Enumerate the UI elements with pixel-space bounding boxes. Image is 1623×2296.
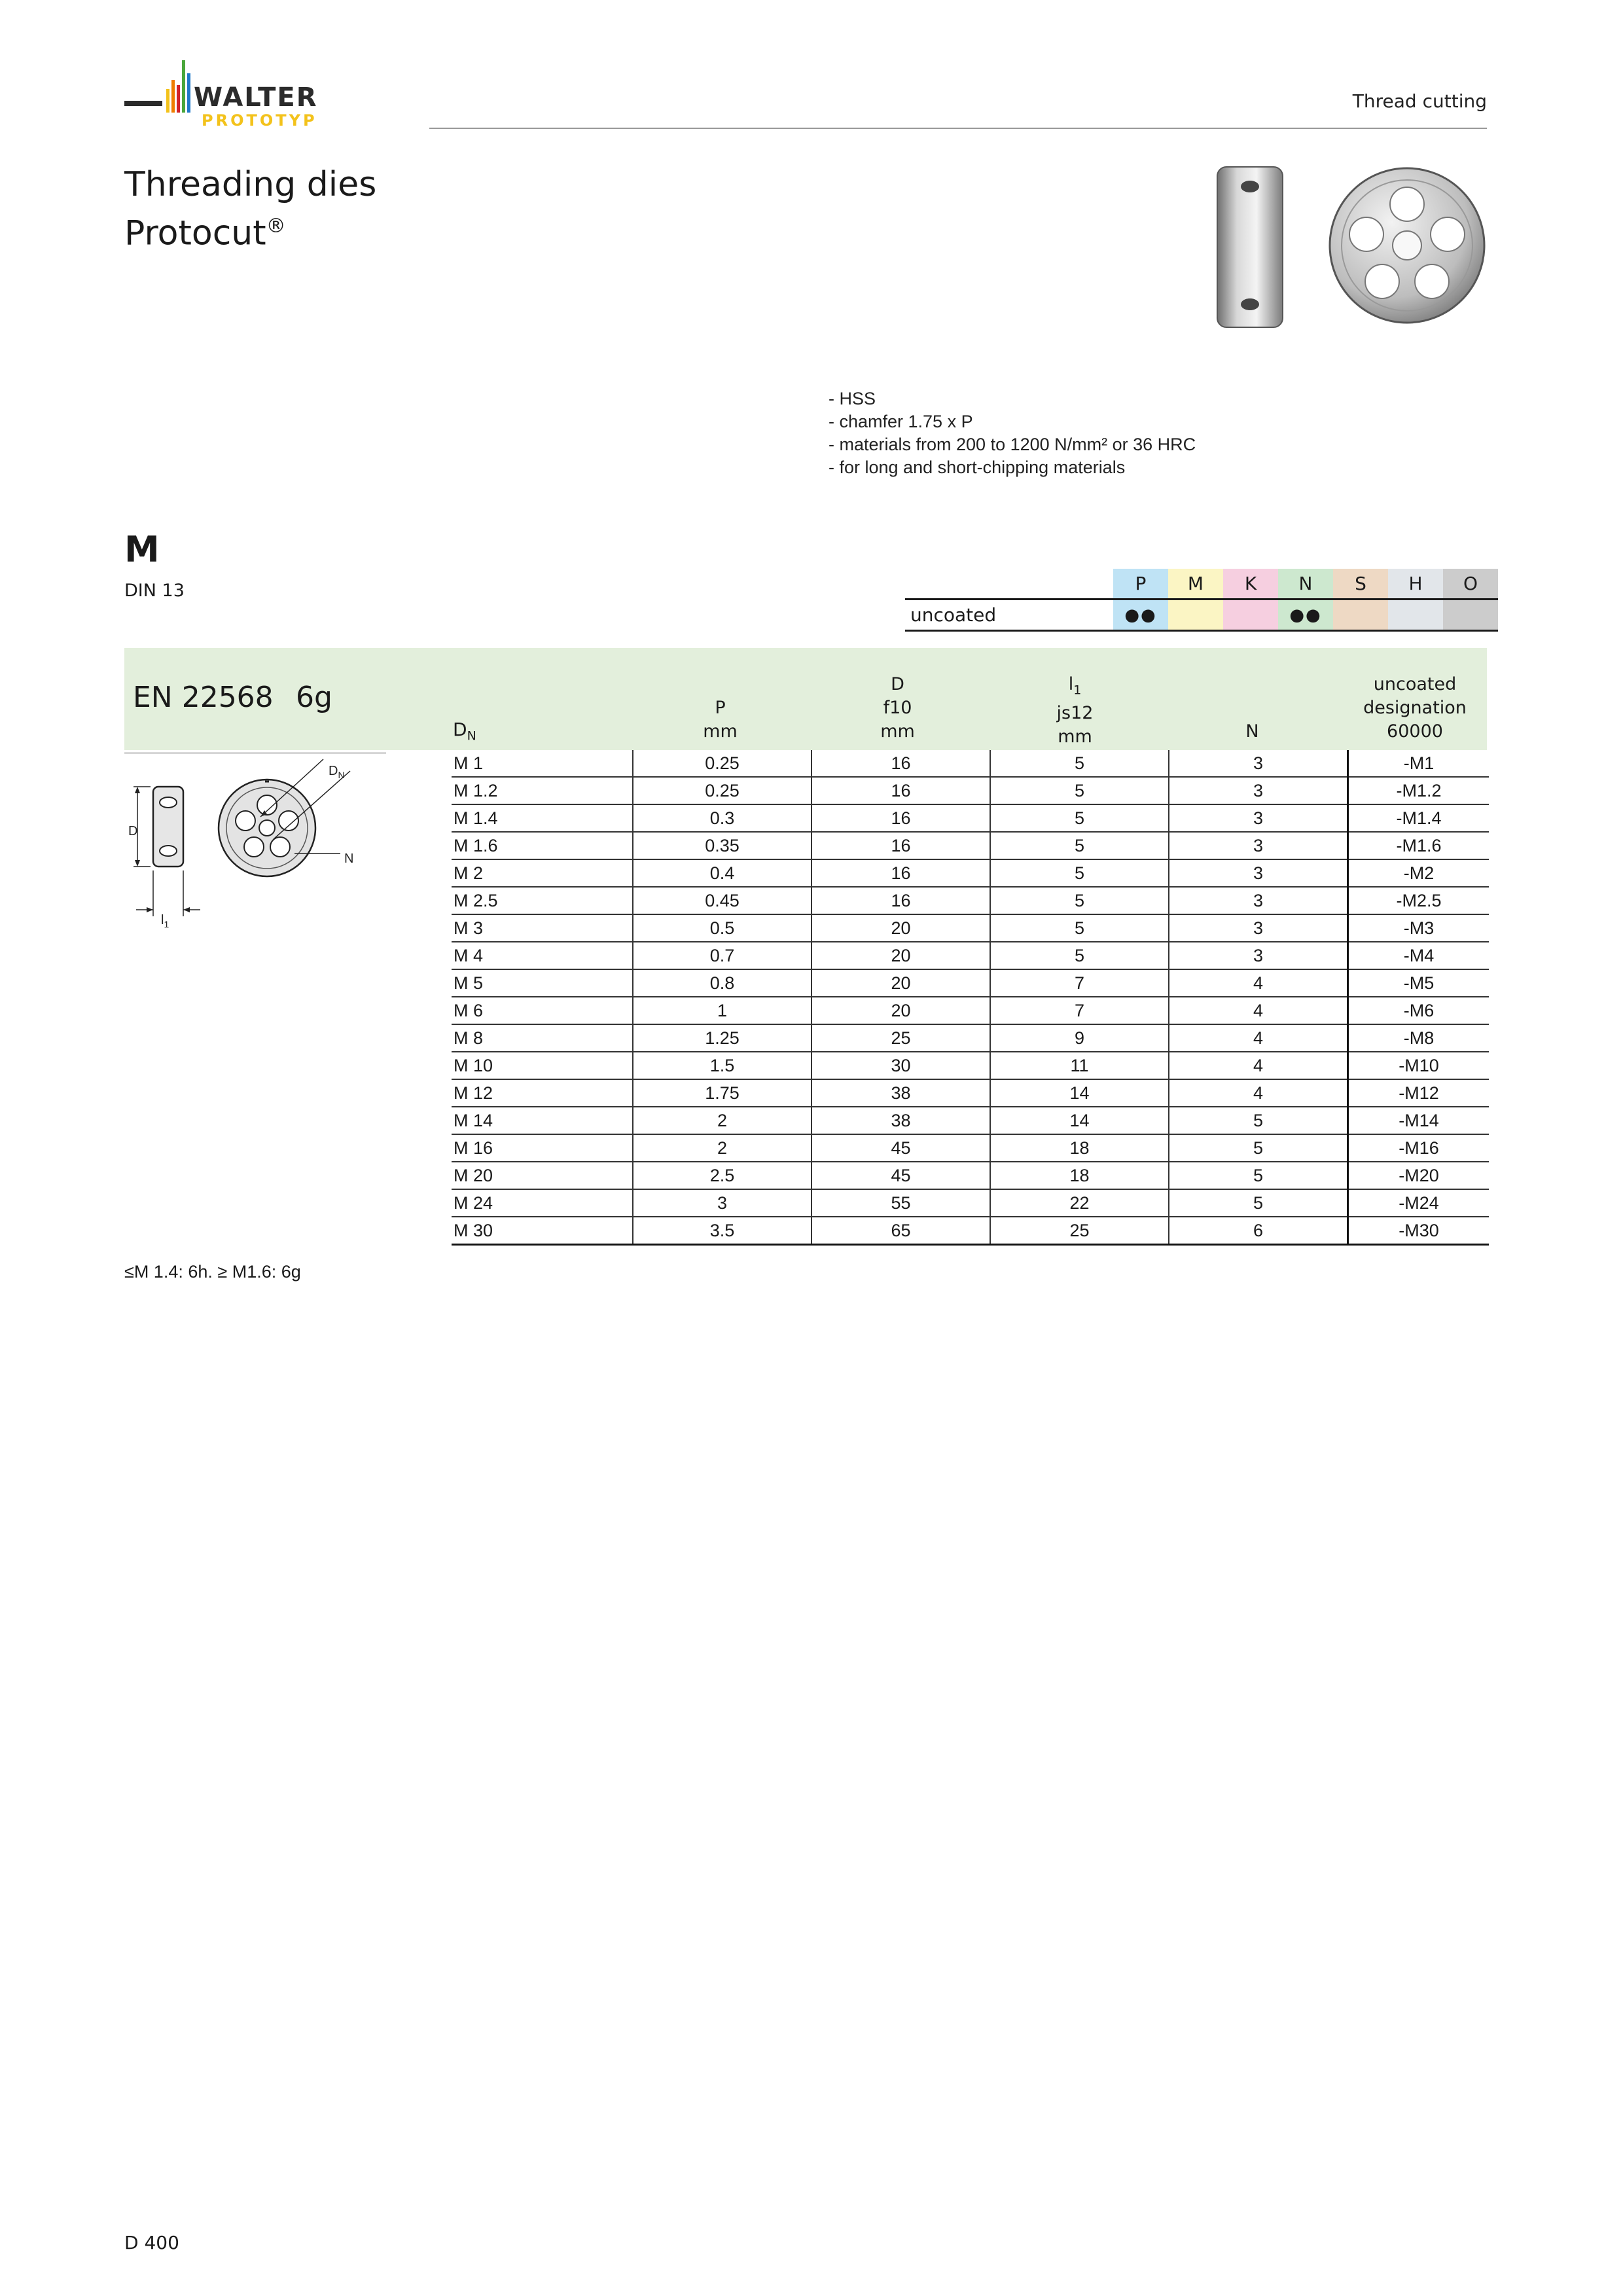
column-header-p — [632, 696, 809, 744]
pitch-cell: 2.5 — [633, 1162, 812, 1189]
pitch-cell: 1.25 — [633, 1024, 812, 1052]
pitch-cell: 0.7 — [633, 942, 812, 969]
dn-subscript: N — [467, 728, 476, 744]
thread-size-cell: M 6 — [452, 997, 633, 1024]
outer-diameter-cell: 16 — [812, 777, 990, 804]
thread-size-cell: M 16 — [452, 1134, 633, 1162]
designation-cell: -M5 — [1348, 969, 1489, 997]
flute-count-cell: 4 — [1169, 997, 1348, 1024]
flute-count-cell: 4 — [1169, 969, 1348, 997]
die-width-cell: 5 — [990, 777, 1169, 804]
pitch-cell: 2 — [633, 1134, 812, 1162]
material-group-o: O — [1443, 569, 1498, 600]
walter-prototyp-logo — [124, 60, 399, 132]
flute-count-cell: 3 — [1169, 887, 1348, 914]
header-line: designation — [1363, 698, 1467, 718]
material-header-row — [905, 569, 1498, 600]
thread-standard-code: EN 22568 — [133, 681, 274, 714]
suitability-h — [1388, 600, 1443, 631]
outer-diameter-cell: 38 — [812, 1107, 990, 1134]
table-row — [452, 832, 1489, 859]
designation-cell: -M12 — [1348, 1079, 1489, 1107]
outer-diameter-cell: 25 — [812, 1024, 990, 1052]
outer-diameter-cell: 20 — [812, 914, 990, 942]
page-number: D 400 — [124, 2232, 179, 2253]
technical-drawing — [124, 753, 386, 936]
flute-count-cell: 3 — [1169, 914, 1348, 942]
outer-diameter-cell: 16 — [812, 859, 990, 887]
coating-label: uncoated — [905, 600, 1113, 631]
table-row — [452, 1107, 1489, 1134]
flute-count-cell: 4 — [1169, 1079, 1348, 1107]
die-width-cell: 22 — [990, 1189, 1169, 1217]
thread-size-cell: M 12 — [452, 1079, 633, 1107]
die-width-cell: 5 — [990, 804, 1169, 832]
designation-cell: -M3 — [1348, 914, 1489, 942]
material-value-row — [905, 600, 1498, 631]
die-width-cell: 7 — [990, 997, 1169, 1024]
header-line: uncoated — [1373, 674, 1457, 694]
label-d: D — [128, 824, 138, 838]
flute-count-cell: 3 — [1169, 942, 1348, 969]
flute-count-cell: 3 — [1169, 750, 1348, 777]
header-line: P — [715, 698, 726, 718]
title-line-1: Threading dies — [124, 165, 377, 204]
pitch-cell: 1.5 — [633, 1052, 812, 1079]
thread-size-cell: M 3 — [452, 914, 633, 942]
thread-size-cell: M 1.6 — [452, 832, 633, 859]
table-row — [452, 887, 1489, 914]
designation-cell: -M4 — [1348, 942, 1489, 969]
pitch-cell: 2 — [633, 1107, 812, 1134]
thread-type-title: M — [124, 529, 160, 570]
header-line: mm — [1058, 726, 1092, 747]
flute-count-cell: 5 — [1169, 1134, 1348, 1162]
thread-size-cell: M 4 — [452, 942, 633, 969]
outer-diameter-cell: 55 — [812, 1189, 990, 1217]
die-width-cell: 18 — [990, 1134, 1169, 1162]
flute-count-cell: 3 — [1169, 804, 1348, 832]
outer-diameter-cell: 45 — [812, 1134, 990, 1162]
thread-size-cell: M 1 — [452, 750, 633, 777]
die-width-cell: 18 — [990, 1162, 1169, 1189]
material-group-p: P — [1113, 569, 1168, 600]
table-row — [452, 804, 1489, 832]
table-row — [452, 969, 1489, 997]
header-line: f10 — [883, 698, 912, 718]
outer-diameter-cell: 65 — [812, 1217, 990, 1245]
designation-cell: -M2.5 — [1348, 887, 1489, 914]
threading-dies-table — [452, 750, 1489, 1246]
table-row — [452, 1189, 1489, 1217]
flute-count-cell: 3 — [1169, 832, 1348, 859]
column-header-designation — [1343, 673, 1487, 744]
designation-cell: -M30 — [1348, 1217, 1489, 1245]
flute-count-cell: 5 — [1169, 1162, 1348, 1189]
outer-diameter-cell: 38 — [812, 1079, 990, 1107]
table-row — [452, 1162, 1489, 1189]
thread-size-cell: M 8 — [452, 1024, 633, 1052]
thread-size-cell: M 2 — [452, 859, 633, 887]
thread-size-cell: M 1.4 — [452, 804, 633, 832]
suitability-s — [1333, 600, 1388, 631]
thread-size-cell: M 20 — [452, 1162, 633, 1189]
feature-item: - for long and short-chipping materials — [829, 457, 1126, 477]
table-row — [452, 750, 1489, 777]
flute-count-cell: 4 — [1169, 1052, 1348, 1079]
outer-diameter-cell: 16 — [812, 750, 990, 777]
suitability-m — [1168, 600, 1223, 631]
table-row — [452, 1217, 1489, 1245]
label-dn: $D_N$ — [329, 764, 345, 780]
pitch-cell: 3.5 — [633, 1217, 812, 1245]
header-line: D — [891, 674, 904, 694]
die-width-cell: 5 — [990, 942, 1169, 969]
logo-wordmark: WALTER — [194, 82, 318, 113]
table-body — [452, 750, 1489, 1245]
pitch-cell: 1.75 — [633, 1079, 812, 1107]
label-n: N — [344, 852, 354, 866]
die-width-cell: 9 — [990, 1024, 1169, 1052]
suitability-k — [1223, 600, 1278, 631]
table-row — [452, 942, 1489, 969]
suitability-p: ●● — [1113, 600, 1168, 631]
header-line: js12 — [1056, 703, 1094, 724]
feature-list — [829, 387, 1196, 479]
flute-count-cell: 3 — [1169, 777, 1348, 804]
feature-item: - materials from 200 to 1200 N/mm² or 36 HRC — [829, 435, 1196, 454]
outer-diameter-cell: 16 — [812, 832, 990, 859]
column-header-l1 — [986, 673, 1164, 749]
table-row — [452, 1052, 1489, 1079]
die-width-cell: 5 — [990, 832, 1169, 859]
material-suitability-table — [905, 569, 1498, 632]
feature-item: - chamfer 1.75 x P — [829, 412, 973, 431]
designation-cell: -M16 — [1348, 1134, 1489, 1162]
pitch-cell: 0.5 — [633, 914, 812, 942]
pitch-cell: 3 — [633, 1189, 812, 1217]
material-group-k: K — [1223, 569, 1278, 600]
l-symbol: l — [1068, 674, 1074, 694]
header-divider — [429, 128, 1487, 129]
column-header-n — [1164, 720, 1341, 744]
outer-diameter-cell: 16 — [812, 804, 990, 832]
designation-cell: -M1.4 — [1348, 804, 1489, 832]
designation-cell: -M14 — [1348, 1107, 1489, 1134]
designation-cell: -M1.2 — [1348, 777, 1489, 804]
material-group-m: M — [1168, 569, 1223, 600]
pitch-cell: 0.25 — [633, 750, 812, 777]
header-line: mm — [880, 721, 915, 742]
page-title — [124, 164, 376, 254]
title-line-2 — [124, 206, 376, 254]
table-row — [452, 914, 1489, 942]
flute-count-cell: 5 — [1169, 1189, 1348, 1217]
material-group-h: H — [1388, 569, 1443, 600]
flute-count-cell: 5 — [1169, 1107, 1348, 1134]
designation-cell: -M20 — [1348, 1162, 1489, 1189]
table-row — [452, 1079, 1489, 1107]
flute-count-cell: 4 — [1169, 1024, 1348, 1052]
thread-size-cell: M 30 — [452, 1217, 633, 1245]
table-row — [452, 1134, 1489, 1162]
die-width-cell: 5 — [990, 750, 1169, 777]
thread-standard: DIN 13 — [124, 581, 185, 601]
flute-count-cell: 3 — [1169, 859, 1348, 887]
thread-size-cell: M 14 — [452, 1107, 633, 1134]
header-line: 60000 — [1387, 721, 1443, 742]
designation-cell: -M24 — [1348, 1189, 1489, 1217]
outer-diameter-cell: 20 — [812, 997, 990, 1024]
pitch-cell: 0.8 — [633, 969, 812, 997]
designation-cell: -M2 — [1348, 859, 1489, 887]
die-width-cell: 5 — [990, 887, 1169, 914]
header-line — [986, 673, 1164, 702]
designation-cell: -M6 — [1348, 997, 1489, 1024]
column-header-d — [809, 673, 986, 744]
pitch-cell: 0.3 — [633, 804, 812, 832]
thread-tolerance: 6g — [296, 681, 332, 714]
thread-size-cell: M 5 — [452, 969, 633, 997]
suitability-o — [1443, 600, 1498, 631]
feature-item: - HSS — [829, 389, 876, 408]
column-header-dn — [453, 719, 476, 744]
pitch-cell: 0.45 — [633, 887, 812, 914]
table-row — [452, 859, 1489, 887]
logo-subline: PROTOTYP — [202, 111, 317, 130]
product-photo — [1211, 157, 1486, 334]
die-width-cell: 14 — [990, 1079, 1169, 1107]
pitch-cell: 0.25 — [633, 777, 812, 804]
header-line: mm — [703, 721, 738, 742]
pitch-cell: 0.35 — [633, 832, 812, 859]
die-width-cell: 5 — [990, 859, 1169, 887]
die-width-cell: 7 — [990, 969, 1169, 997]
designation-cell: -M1.6 — [1348, 832, 1489, 859]
suitability-n: ●● — [1278, 600, 1333, 631]
registered-mark: ® — [266, 215, 286, 238]
header-section-label: Thread cutting — [1352, 90, 1487, 112]
title-product: Protocut — [124, 213, 266, 253]
pitch-cell: 1 — [633, 997, 812, 1024]
designation-cell: -M8 — [1348, 1024, 1489, 1052]
thread-size-cell: M 2.5 — [452, 887, 633, 914]
outer-diameter-cell: 16 — [812, 887, 990, 914]
outer-diameter-cell: 30 — [812, 1052, 990, 1079]
table-row — [452, 1024, 1489, 1052]
outer-diameter-cell: 45 — [812, 1162, 990, 1189]
label-l1: $l_1$ — [161, 913, 169, 929]
thread-size-cell: M 24 — [452, 1189, 633, 1217]
outer-diameter-cell: 20 — [812, 942, 990, 969]
designation-cell: -M1 — [1348, 750, 1489, 777]
tolerance-footnote: ≤M 1.4: 6h. ≥ M1.6: 6g — [124, 1262, 301, 1282]
material-group-s: S — [1333, 569, 1388, 600]
thread-size-cell: M 1.2 — [452, 777, 633, 804]
table-row — [452, 777, 1489, 804]
dn-symbol: D — [453, 719, 467, 740]
material-group-n: N — [1278, 569, 1333, 600]
l-subscript: 1 — [1073, 683, 1082, 698]
header-line: N — [1245, 721, 1259, 742]
flute-count-cell: 6 — [1169, 1217, 1348, 1245]
die-width-cell: 5 — [990, 914, 1169, 942]
outer-diameter-cell: 20 — [812, 969, 990, 997]
die-width-cell: 11 — [990, 1052, 1169, 1079]
table-row — [452, 997, 1489, 1024]
pitch-cell: 0.4 — [633, 859, 812, 887]
die-width-cell: 14 — [990, 1107, 1169, 1134]
thread-size-cell: M 10 — [452, 1052, 633, 1079]
die-width-cell: 25 — [990, 1217, 1169, 1245]
designation-cell: -M10 — [1348, 1052, 1489, 1079]
